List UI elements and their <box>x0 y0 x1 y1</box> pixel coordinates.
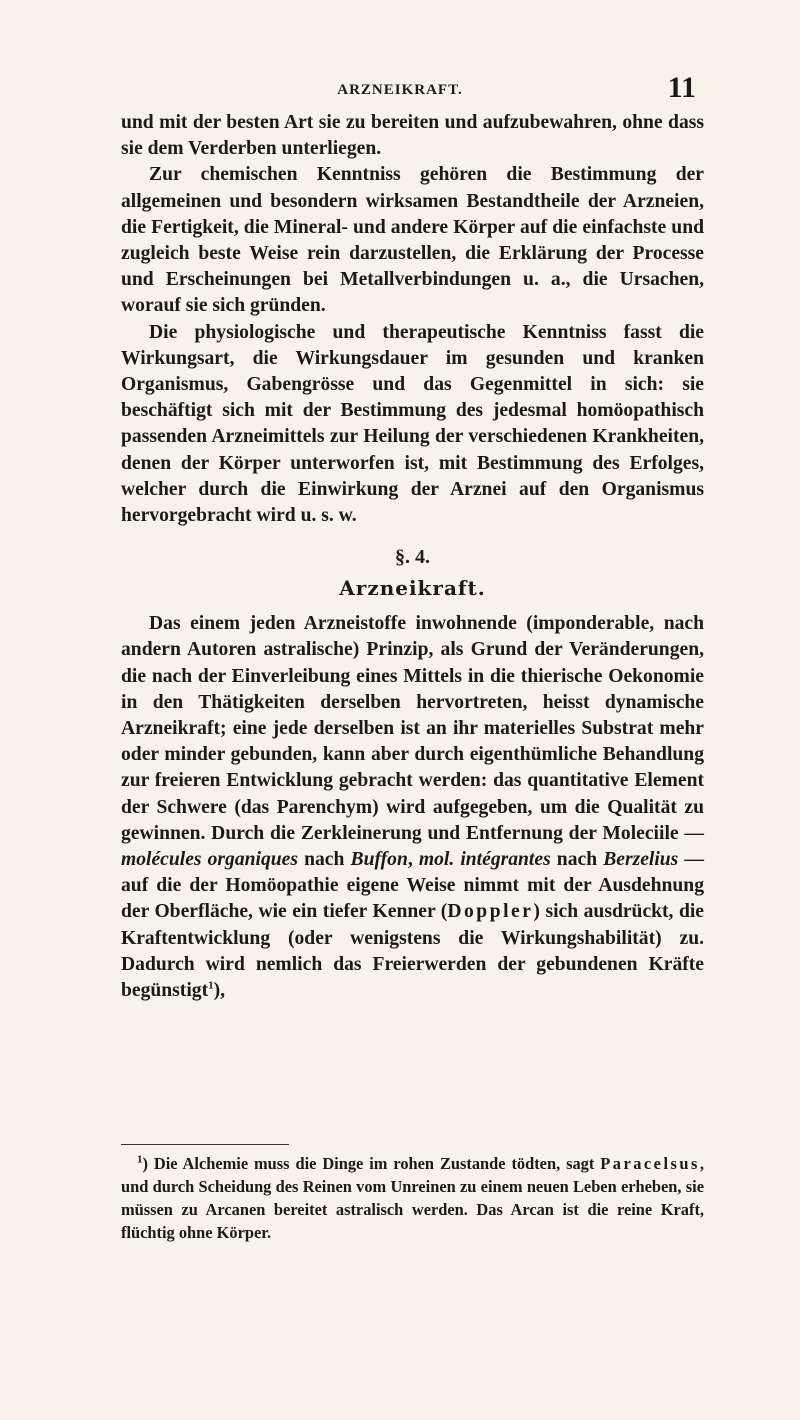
footnote <box>121 1152 704 1244</box>
p4-text-2: nach <box>298 849 351 871</box>
footnote-divider <box>121 1144 289 1145</box>
p4-name-doppler: Doppler <box>447 901 534 923</box>
p4-italic-integrantes: mol. intégrantes <box>418 849 551 871</box>
p4-text-4: nach <box>550 849 604 871</box>
footnote-text-2: , und durch Scheidung des Reinen vom Unreinen zu einem neuen Leben erheben, sie müssen zu Arcanen bereitet astralisch werden. Das Arcan ist die reine Kraft, flüchtig ohne Körper. <box>121 1154 704 1242</box>
paragraph-4 <box>121 611 704 1004</box>
p4-text-5: — auf die der Homöopathie eigene Weise nimmt mit der Ausdehnung der Oberfläche, wie ein tiefer Kenner ( <box>121 849 704 923</box>
p4-text-6: ) sich ausdrückt, die Kraftentwicklung (oder wenigstens die Wirkungshabilität) zu. Dadurch wird nemlich das Freierwerden der gebundenen Kräfte begünstigt <box>121 901 705 1002</box>
p4-italic-molecules: molécules organiques <box>121 849 299 871</box>
p4-italic-berzelius: Berzelius <box>603 849 679 871</box>
paragraph-3: Die physiologische und therapeutische Kenntniss fasst die Wirkungsart, die Wirkungsdauer im gesunden und kranken Organismus, Gabengrösse und das Gegenmittel in sich: sie beschäftigt sich mit der Bestimmung des jedesmal homöopathisch passenden Arzneimittels zur Heilung der verschiedenen Krankheiten, denen der Körper unterworfen ist, mit Bestimmung des Erfolges, welcher durch die Einwirkung der Arznei auf den Organismus hervorgebracht wird u. s. w. <box>121 321 704 527</box>
p4-italic-buffon: Buffon <box>350 849 408 871</box>
main-text <box>121 110 704 1004</box>
paragraph-2: Zur chemischen Kenntniss gehören die Bestimmung der allgemeinen und besondern wirksamen Bestandtheile der Arzneien, die Fertigkeit, die Mineral- und andere Körper auf die einfachste und zugleich beste Weise rein darzustellen, die Erklärung der Processe und Erscheinungen bei Metallverbindungen u. a., die Ursachen, worauf sie sich gründen. <box>121 164 704 317</box>
footnote-text-1: ) Die Alchemie muss die Dinge im rohen Zustande tödten, sagt <box>142 1154 601 1173</box>
footnote-name-paracelsus: Paracelsus <box>600 1154 700 1173</box>
p4-text-7: ), <box>213 980 226 1002</box>
footnote-marker: 1 <box>137 1153 143 1166</box>
paragraph-1: und mit der besten Art sie zu bereiten und aufzubewahren, ohne dass sie dem Verderben unterliegen. <box>121 112 704 160</box>
p4-text-3: , <box>407 849 419 871</box>
page-number: 11 <box>667 71 696 104</box>
p4-text-1: Das einem jeden Arzneistoffe inwohnende (imponderable, nach andern Autoren astralische) Prinzip, als Grund der Veränderungen, die nach der Einverleibung eines Mittels in die thierische Oekonomie in den Thätigkeiten derselben hervortreten, heisst dynamische Arzneikraft; eine jede derselben ist an ihr materielles Substrat mehr oder minder gebunden, kann aber durch eigenthümliche Behandlung zur freieren Entwicklung gebracht werden: das quantitative Element der Schwere (das Parenchym) wird aufgegeben, um die Qualität zu gewinnen. Durch die Zerkleinerung und Entfernung der Moleciile — <box>121 613 704 844</box>
running-title: ARZNEIKRAFT. <box>337 82 463 98</box>
section-title: Arzneikraft. <box>339 576 486 601</box>
footnote-reference: 1 <box>208 979 214 992</box>
section-number: §. 4. <box>395 546 430 569</box>
